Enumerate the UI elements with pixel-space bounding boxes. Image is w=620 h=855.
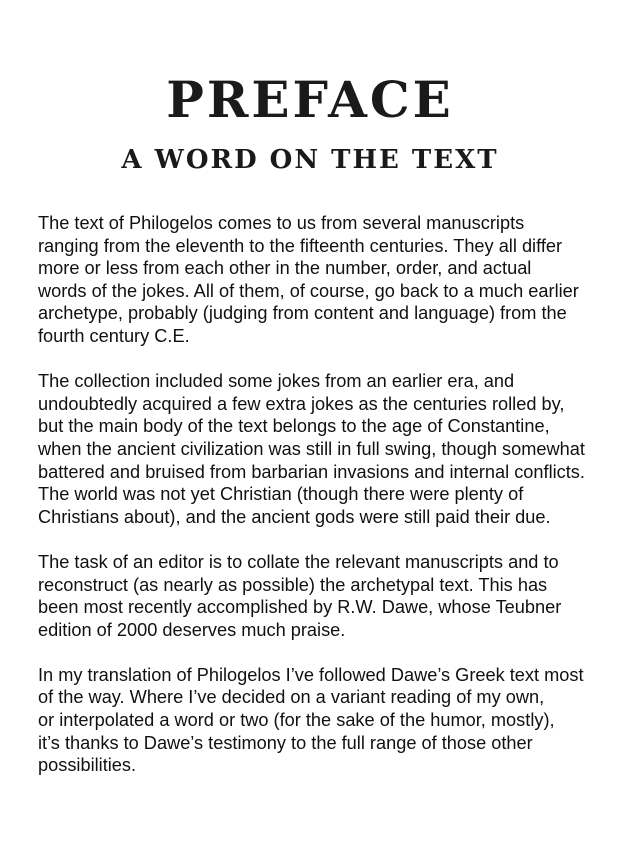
text-line: The task of an editor is to collate the relevant manuscripts and to	[38, 551, 559, 572]
text-line: possibilities.	[38, 755, 137, 776]
text-line: The collection included some jokes from an earlier era, and	[38, 371, 515, 392]
text-line: The world was not yet Christian (though there were plenty of	[38, 484, 524, 505]
page-subtitle: A WORD ON THE TEXT	[121, 145, 499, 175]
paragraph	[38, 664, 613, 777]
text-line: battered and bruised from barbarian invasions and internal conflicts.	[38, 461, 585, 482]
text-line: reconstruct (as nearly as possible) the archetypal text. This has	[38, 574, 548, 595]
text-line: The text of Philogelos comes to us from several manuscripts	[38, 213, 525, 233]
text-line: been most recently accomplished by R.W. Dawe, whose Teubner	[38, 597, 562, 618]
body-text	[38, 212, 613, 799]
text-line: fourth century C.E.	[38, 325, 190, 346]
text-line: when the ancient civilization was still in full swing, though somewhat	[38, 438, 585, 459]
text-line: but the main body of the text belongs to the age of Constantine,	[38, 416, 550, 437]
page-title: PREFACE	[166, 70, 454, 129]
text-line: ranging from the eleventh to the fifteenth centuries. They all differ	[38, 235, 563, 256]
paragraph	[38, 370, 613, 528]
paragraph	[38, 551, 613, 641]
text-line: of the way. Where I’ve decided on a variant reading of my own,	[38, 687, 545, 708]
text-line: more or less from each other in the number, order, and actual	[38, 258, 532, 279]
text-line: edition of 2000 deserves much praise.	[38, 619, 346, 640]
paragraph	[38, 212, 613, 348]
text-line: it’s thanks to Dawe’s testimony to the full range of those other	[38, 732, 533, 753]
text-line: undoubtedly acquired a few extra jokes as the centuries rolled by,	[38, 393, 565, 414]
text-line: In my translation of Philogelos I’ve followed Dawe’s Greek text most	[38, 664, 584, 685]
text-line: Christians about), and the ancient gods were still paid their due.	[38, 506, 551, 527]
text-line: or interpolated a word or two (for the sake of the humor, mostly),	[38, 710, 555, 731]
text-line: words of the jokes. All of them, of course, go back to a much earlier	[38, 280, 579, 301]
text-line: archetype, probably (judging from content and language) from the	[38, 303, 567, 324]
